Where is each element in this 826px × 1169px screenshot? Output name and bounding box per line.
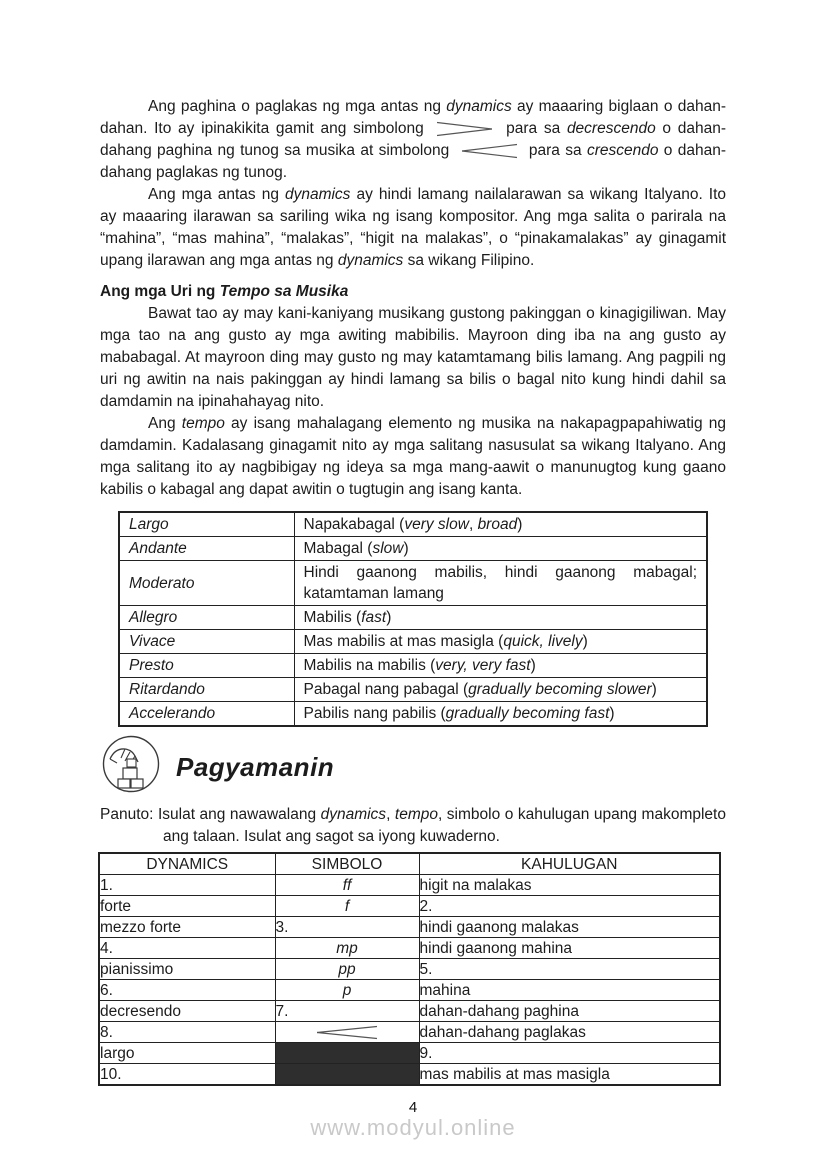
col-header-kahulugan: KAHULUGAN [419, 853, 720, 875]
paragraph-dynamics-intro: Ang paghina o paglakas ng mga antas ng dynamics ay maaaring biglaan o dahan-dahan. Ito ay ipinakikita gamit ang simbolong para sa decrescendo o dahan-dahang paghina ng tunog sa musika at simbolong para sa crescendo o dahan-dahang paglakas ng tunog. [100, 98, 727, 181]
dynamics-table-row [99, 896, 720, 917]
dynamics-cell: forte [99, 896, 275, 917]
dynamics-cell: largo [99, 1043, 275, 1064]
heading-tempo-section: Ang mga Uri ng Tempo sa Musika [100, 283, 349, 300]
tempo-desc-cell: Napakabagal (very slow, broad) [294, 512, 707, 537]
tempo-term-cell: Accelerando [119, 702, 294, 727]
dynamics-table-row [99, 980, 720, 1001]
tempo-desc-cell: Hindi gaanong mabilis, hindi gaanong mabagal; katamtaman lamang [294, 561, 707, 606]
dynamics-table-row [99, 875, 720, 896]
dynamics-cell: 4. [99, 938, 275, 959]
simbolo-cell: f [275, 896, 419, 917]
tempo-table [118, 511, 708, 727]
tempo-table-row [119, 702, 707, 727]
kahulugan-cell: hindi gaanong malakas [419, 917, 720, 938]
tempo-table-row [119, 561, 707, 606]
tempo-table-row [119, 512, 707, 537]
page-content [100, 96, 726, 1086]
dynamics-cell: decresendo [99, 1001, 275, 1022]
dynamics-cell: pianissimo [99, 959, 275, 980]
tempo-desc-cell: Mabilis (fast) [294, 606, 707, 630]
simbolo-cell: mp [275, 938, 419, 959]
pagyamanin-title: Pagyamanin [176, 752, 335, 782]
tempo-table-row [119, 606, 707, 630]
tempo-table-row [119, 654, 707, 678]
dynamics-table-row [99, 1043, 720, 1064]
kahulugan-cell: higit na malakas [419, 875, 720, 896]
dynamics-cell: mezzo forte [99, 917, 275, 938]
page-number: 4 [408, 1099, 418, 1116]
dynamics-cell: 10. [99, 1064, 275, 1086]
dynamics-table-row [99, 959, 720, 980]
tempo-desc-cell: Mabagal (slow) [294, 537, 707, 561]
tempo-term-cell: Vivace [119, 630, 294, 654]
simbolo-cell [275, 1022, 419, 1043]
tempo-table-row [119, 537, 707, 561]
tempo-term-cell: Allegro [119, 606, 294, 630]
dynamics-activity-table [98, 852, 721, 1086]
simbolo-cell: ff [275, 875, 419, 896]
dynamics-table-row [99, 1001, 720, 1022]
col-header-dynamics: DYNAMICS [99, 853, 275, 875]
kahulugan-cell: mas mabilis at mas masigla [419, 1064, 720, 1086]
col-header-simbolo: SIMBOLO [275, 853, 419, 875]
kahulugan-cell: dahan-dahang paglakas [419, 1022, 720, 1043]
kahulugan-cell: 2. [419, 896, 720, 917]
paragraph-dynamics-language: Ang mga antas ng dynamics ay hindi lamang nailalarawan sa wikang Italyano. Ito ay maaaring ilarawan sa sariling wika ng isang kompositor. Ang mga salita o parirala na “mahina”, “mas mahina”, “malakas”, “higit na malakas”, o “pinakamalakas” ay ginagamit upang ilarawan ang mga antas ng dynamics sa wikang Filipino. [100, 186, 726, 269]
tempo-term-cell: Ritardando [119, 678, 294, 702]
simbolo-cell: pp [275, 959, 419, 980]
tempo-term-cell: Andante [119, 537, 294, 561]
kahulugan-cell: mahina [419, 980, 720, 1001]
paragraph-tempo-role: Ang tempo ay isang mahalagang elemento ng musika na nakapagpapahiwatig ng damdamin. Kadalasang ginagamit nito ay mga salitang nasusulat sa wikang Italyano. Ang mga salitang ito ay nagbibigay ng ideya sa mga mang-aawit o manunugtog kung gaano kabilis o kabagal ang dapat awitin o tugtugin ang isang kanta. [100, 415, 726, 498]
kahulugan-cell: hindi gaanong mahina [419, 938, 720, 959]
tempo-term-cell: Presto [119, 654, 294, 678]
hairpin-crescendo-icon [317, 1025, 377, 1040]
dynamics-table-row [99, 938, 720, 959]
simbolo-cell: 7. [275, 1001, 419, 1022]
tempo-desc-cell: Mabilis na mabilis (very, very fast) [294, 654, 707, 678]
blackout-cell [275, 1064, 419, 1086]
dynamics-table-row [99, 1064, 720, 1086]
simbolo-cell: 3. [275, 917, 419, 938]
tempo-desc-cell: Pabilis nang pabilis (gradually becoming fast) [294, 702, 707, 727]
dynamics-table-row [99, 917, 720, 938]
dynamics-cell: 8. [99, 1022, 275, 1043]
hairpin-decrescendo-icon [437, 121, 492, 137]
tempo-term-cell: Moderato [119, 561, 294, 606]
watermark: www.modyul.online [310, 1115, 516, 1140]
dynamics-cell: 6. [99, 980, 275, 1001]
hand-stacking-blocks-icon [102, 735, 160, 800]
paragraph-tempo-intro: Bawat tao ay may kani-kaniyang musikang gustong pakinggan o kinagigiliwan. May mga tao na ang gusto ay mga awiting mabibilis. Mayroon ding iba na ang gusto ay mababagal. At mayroon ding may gusto ng may katamtamang bilis lamang. Ang pagpili ng uri ng awitin na nais pakinggan ay hindi lamang sa bilis o bagal nito kung hindi dahil sa damdamin na ipinahahayag nito. [100, 305, 726, 410]
table-header-row [99, 853, 720, 875]
kahulugan-cell: dahan-dahang paghina [419, 1001, 720, 1022]
tempo-table-row [119, 630, 707, 654]
simbolo-cell: p [275, 980, 419, 1001]
tempo-term-cell: Largo [119, 512, 294, 537]
blackout-cell [275, 1043, 419, 1064]
dynamics-table-row [99, 1022, 720, 1043]
kahulugan-cell: 9. [419, 1043, 720, 1064]
tempo-desc-cell: Mas mabilis at mas masigla (quick, lively) [294, 630, 707, 654]
pagyamanin-heading [102, 737, 726, 797]
kahulugan-cell: 5. [419, 959, 720, 980]
panuto-text: Panuto: Isulat ang nawawalang dynamics, tempo, simbolo o kahulugan upang makompleto ang talaan. Isulat ang sagot sa iyong kuwaderno. [100, 806, 726, 845]
tempo-table-row [119, 678, 707, 702]
tempo-desc-cell: Pabagal nang pabagal (gradually becoming slower) [294, 678, 707, 702]
dynamics-cell: 1. [99, 875, 275, 896]
hairpin-crescendo-icon [462, 143, 517, 159]
